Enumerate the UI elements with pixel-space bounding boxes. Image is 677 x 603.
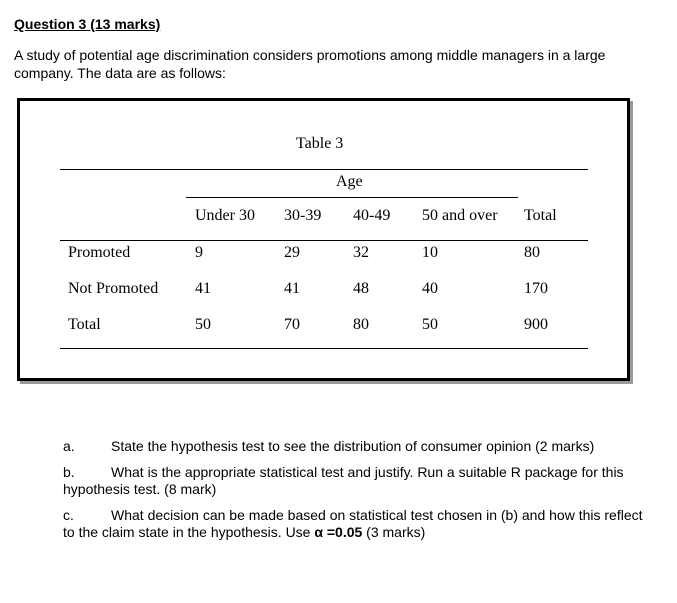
- question-item-b: [63, 464, 653, 498]
- table-cell: 70: [284, 316, 300, 333]
- question-label: c.: [63, 507, 74, 523]
- row-label-not-promoted: Not Promoted: [68, 280, 159, 297]
- table-cell: 900: [524, 316, 548, 333]
- table-cell: 40: [422, 280, 438, 297]
- table-caption: Table 3: [296, 135, 344, 152]
- table-cell: 41: [284, 280, 300, 297]
- table-cell: 9: [195, 244, 203, 261]
- alpha-value: α =0.05: [314, 524, 363, 540]
- table-header-rule: [60, 240, 588, 241]
- question-list: [63, 438, 653, 550]
- col-header-50-over: 50 and over: [422, 207, 498, 224]
- question-label: b.: [63, 464, 75, 480]
- question-text: What is the appropriate statistical test and justify. Run a suitable R package for this hypothesis test. (8 mark): [63, 464, 624, 497]
- question-item-c: [63, 507, 653, 541]
- table-cell: 10: [422, 244, 438, 261]
- age-group-header: Age: [336, 173, 363, 190]
- table-cell: 41: [195, 280, 211, 297]
- question-item-a: [63, 438, 653, 455]
- row-label-promoted: Promoted: [68, 244, 131, 261]
- col-header-total: Total: [524, 207, 557, 224]
- table-cell: 32: [353, 244, 369, 261]
- table-cell: 50: [195, 316, 211, 333]
- question-title: Question 3 (13 marks): [14, 16, 161, 32]
- question-text: State the hypothesis test to see the distribution of consumer opinion (2 marks): [111, 438, 595, 454]
- row-label-total: Total: [68, 316, 101, 333]
- table-figure: [17, 98, 630, 381]
- question-label: a.: [63, 438, 75, 454]
- table-bottom-rule: [60, 348, 588, 349]
- question-text-tail: (3 marks): [362, 524, 426, 540]
- col-header-30-39: 30-39: [284, 207, 322, 224]
- table-cell: 29: [284, 244, 300, 261]
- table-top-rule: [60, 169, 588, 170]
- col-header-under-30: Under 30: [195, 207, 255, 224]
- table-cell: 50: [422, 316, 438, 333]
- table-cell: 80: [353, 316, 369, 333]
- table-cell: 48: [353, 280, 369, 297]
- intro-text: A study of potential age discrimination considers promotions among middle managers in a large company. The data are as follows:: [14, 47, 606, 81]
- col-header-40-49: 40-49: [353, 207, 391, 224]
- question-text: What decision can be made based on statistical test chosen in (b) and how this reflect to the claim state in the hypothesis. Use: [63, 507, 643, 540]
- age-group-rule: [186, 197, 518, 198]
- table-cell: 80: [524, 244, 540, 261]
- table-cell: 170: [524, 280, 548, 297]
